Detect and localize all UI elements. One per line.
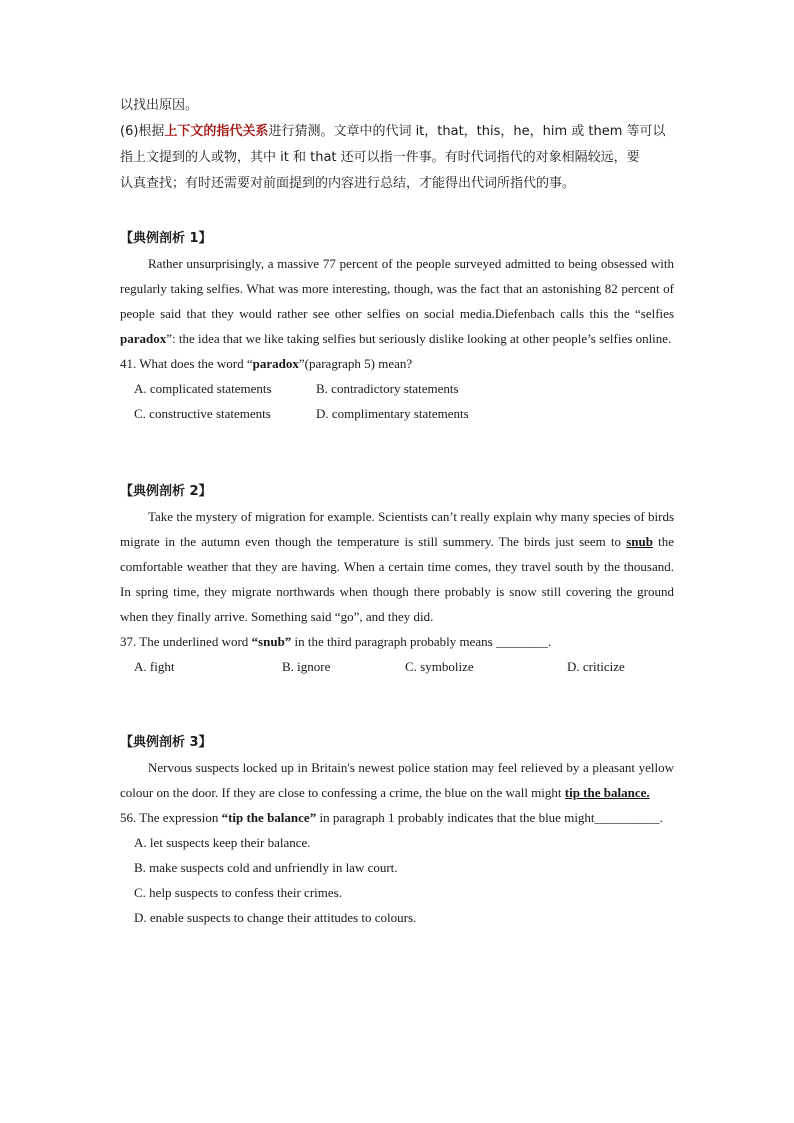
intro-section <box>120 93 674 197</box>
passage <box>120 755 674 805</box>
question-text: 41. What does the word “ <box>120 356 253 371</box>
question-text: ”(paragraph 5) mean? <box>298 356 413 371</box>
option-b: B. contradictory statements <box>316 381 459 396</box>
option-b: B. make suspects cold and unfriendly in law court. <box>134 860 398 875</box>
question <box>120 629 674 654</box>
intro-point-6-line-3: 认真查找；有时还需要对前面提到的内容进行总结，才能得出代词所指代的事。 <box>120 176 576 191</box>
options-row <box>120 654 674 679</box>
example-2 <box>120 479 674 679</box>
option-c: C. help suspects to confess their crimes. <box>134 885 342 900</box>
passage-text: Rather unsurprisingly, a massive 77 percent of the people surveyed admitted to being obsessed with regularly taking selfies. What was more interesting, though, was the fact that an astonishing 82 percent of people said that they would rather see other selfies on social media.Diefenbach calls this the “selfies <box>120 256 674 321</box>
keyword: “snub” <box>251 634 292 649</box>
example-heading: 【典例剖析 3】 <box>120 735 212 750</box>
option-a: A. let suspects keep their balance. <box>134 835 311 850</box>
option-d: D. complimentary statements <box>316 406 469 421</box>
question-text: 56. The expression <box>120 810 222 825</box>
option-a: A. fight <box>134 659 175 674</box>
passage <box>120 251 674 351</box>
intro-point-6 <box>120 119 674 145</box>
question <box>120 805 674 830</box>
passage-text: Take the mystery of migration for example. Scientists can’t really explain why many species of birds migrate in the autumn even though the temperature is still summery. The birds just seem to <box>120 509 674 549</box>
underlined-keyword: snub <box>626 534 653 549</box>
question-text: in the third paragraph probably means ________. <box>291 634 552 649</box>
underlined-keyword: tip the balance. <box>564 785 650 800</box>
option-a: A. complicated statements <box>134 381 272 396</box>
intro-point-6-line-2: 指上文提到的人或物，其中 it 和 that 还可以指一件事。有时代词指代的对象相隔较远，要 <box>120 150 640 165</box>
keyword: “tip the balance” <box>221 810 317 825</box>
highlight-text: 上下文的指代关系 <box>164 124 269 139</box>
passage-text: Nervous suspects locked up in Britain's newest police station may feel relieved by a pleasant yellow colour on the door. If they are close to confessing a crime, the blue on the wall might <box>120 760 674 800</box>
keyword: paradox <box>120 331 167 346</box>
intro-line: 以找出原因。 <box>120 98 199 113</box>
example-1 <box>120 226 674 426</box>
example-3 <box>120 730 674 930</box>
example-heading: 【典例剖析 1】 <box>120 231 212 246</box>
passage <box>120 504 674 629</box>
example-heading: 【典例剖析 2】 <box>120 484 212 499</box>
option-c: C. constructive statements <box>134 406 271 421</box>
point-6-prefix: (6)根据 <box>120 124 165 139</box>
options-row <box>120 376 674 401</box>
option-c: C. symbolize <box>405 659 474 674</box>
point-6-text: 进行猜测。文章中的代词 it，that，this，he，him 或 them 等可以 <box>268 124 666 139</box>
options-row <box>120 401 674 426</box>
keyword: paradox <box>252 356 299 371</box>
question <box>120 351 674 376</box>
passage-text: the comfortable weather that they are having. When a certain time comes, they travel south by the thousand. In spring time, they migrate northwards when though there probably is snow still covering the ground when they finally arrive. Something said “go”, and they did. <box>120 534 674 624</box>
question-text: 37. The underlined word <box>120 634 252 649</box>
passage-text: ”: the idea that we like taking selfies but seriously dislike looking at other people’s selfies online. <box>166 331 672 346</box>
question-text: in paragraph 1 probably indicates that the blue might__________. <box>316 810 663 825</box>
option-d: D. enable suspects to change their attitudes to colours. <box>134 910 417 925</box>
option-d: D. criticize <box>567 659 625 674</box>
option-b: B. ignore <box>282 659 331 674</box>
